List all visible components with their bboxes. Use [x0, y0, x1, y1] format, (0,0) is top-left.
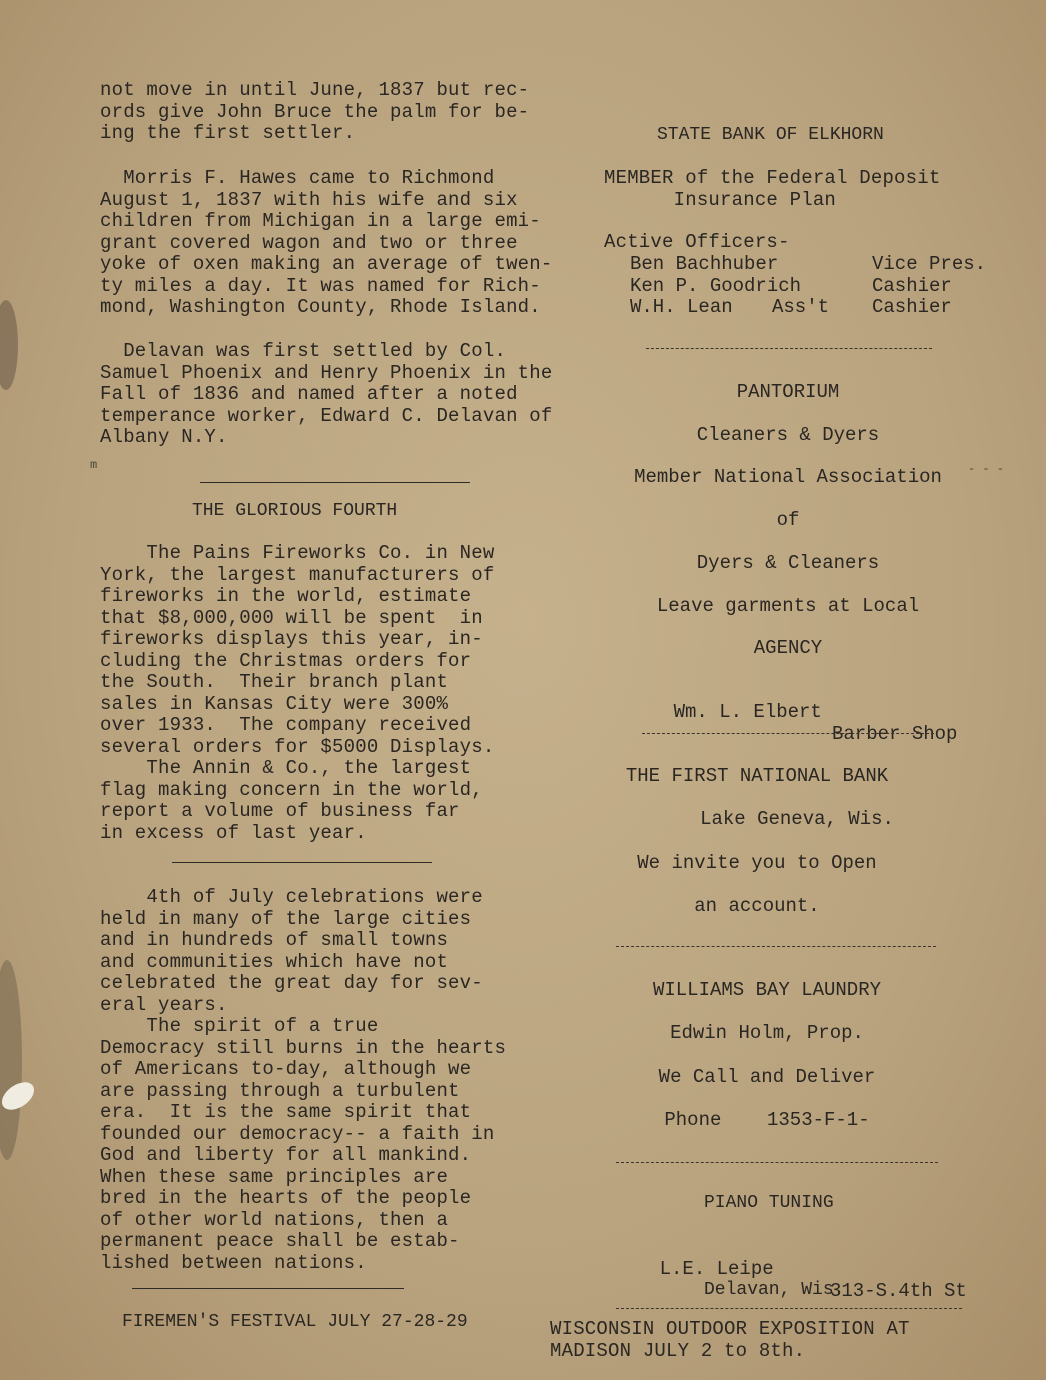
- text-line: of Americans to-day, although we: [100, 1058, 472, 1080]
- officer-title: Vice Pres.: [872, 253, 987, 275]
- text-line: yoke of oxen making an average of twen-: [100, 253, 553, 275]
- text-line: era. It is the same spirit that: [100, 1101, 472, 1123]
- officer-title: Cashier: [872, 274, 952, 297]
- officer-name: W.H. Lean: [630, 296, 733, 318]
- text-line: cluding the Christmas orders for: [100, 649, 472, 672]
- divider-dashed: [616, 1162, 938, 1163]
- text-line: eral years.: [100, 993, 228, 1016]
- divider-dashed: [642, 733, 934, 734]
- piano-tuning-city: Delavan, Wis.: [704, 1280, 845, 1300]
- text-line: temperance worker, Edward C. Delavan of: [100, 404, 553, 427]
- divider-dashed: [616, 946, 936, 947]
- margin-mark: m: [90, 458, 98, 472]
- officer-row: [630, 254, 1010, 276]
- paragraph-delavan: [100, 341, 552, 449]
- text-line: Morris F. Hawes came to Richmond: [100, 167, 495, 189]
- officer-name: Ken P. Goodrich: [630, 274, 802, 297]
- text-line: and communities which have not: [100, 950, 449, 973]
- text-line: the South. Their branch plant: [100, 671, 449, 693]
- ad-line: Dyers & Cleaners: [696, 551, 880, 574]
- text-line: Delavan was first settled by Col.: [100, 340, 507, 362]
- text-line: founded our democracy-- a faith in: [100, 1122, 495, 1145]
- text-line: The Pains Fireworks Co. in New: [100, 542, 495, 564]
- left-edge-stain: [0, 300, 18, 390]
- ad-line: an account.: [694, 894, 820, 917]
- text-line: MADISON JULY 2 to 8th.: [550, 1339, 806, 1362]
- text-line: in excess of last year.: [100, 821, 367, 844]
- text-line: grant covered wagon and two or three: [100, 231, 518, 254]
- officer-row: [630, 276, 1010, 298]
- text-line: that $8,000,000 will be spent in: [100, 606, 483, 629]
- piano-tuner-address: 313-S.4th St: [830, 1280, 967, 1302]
- divider-rule: [200, 482, 470, 483]
- piano-tuning-heading: PIANO TUNING: [704, 1193, 834, 1213]
- text-line: fireworks in the world, estimate: [100, 585, 472, 607]
- paragraph-fireworks: [100, 543, 494, 844]
- text-line: are passing through a turbulent: [100, 1079, 460, 1102]
- officer-name: Ben Bachhuber: [630, 253, 779, 275]
- text-line: permanent peace shall be estab-: [100, 1230, 460, 1252]
- bank-member-text: [604, 168, 940, 211]
- text-line: of other world nations, then a: [100, 1208, 449, 1231]
- text-line: 4th of July celebrations were: [100, 886, 483, 908]
- ad-line: We Call and Deliver: [658, 1065, 876, 1088]
- text-line: several orders for $5000 Displays.: [100, 735, 495, 758]
- agency-line: [628, 679, 988, 767]
- ad-line: Member National Association: [634, 466, 942, 489]
- ad-line: WILLIAMS BAY LAUNDRY: [652, 979, 882, 1001]
- left-edge-stain-2: [0, 960, 22, 1160]
- divider-rule: [132, 1288, 404, 1289]
- text-line: sales in Kansas City were 300%: [100, 692, 449, 715]
- text-line: Samuel Phoenix and Henry Phoenix in the: [100, 361, 553, 384]
- text-line: WISCONSIN OUTDOOR EXPOSITION AT: [550, 1318, 910, 1340]
- text-line: flag making concern in the world,: [100, 778, 483, 801]
- agency-shop: Barber Shop: [832, 723, 958, 745]
- text-line: The Annin & Co., the largest: [100, 757, 472, 779]
- text-line: and in hundreds of small towns: [100, 929, 449, 951]
- text-line: Albany N.Y.: [100, 426, 228, 448]
- paragraph-july-celebrations: [100, 887, 506, 1274]
- text-line: lished between nations.: [100, 1251, 367, 1274]
- ad-line: THE FIRST NATIONAL BANK: [625, 765, 889, 787]
- ad-line: PANTORIUM: [736, 381, 840, 403]
- text-line: August 1, 1837 with his wife and six: [100, 188, 518, 211]
- ad-line: of: [776, 509, 800, 532]
- officers-label: Active Officers-: [604, 231, 790, 253]
- officers-list: [630, 254, 1010, 319]
- divider-rule: [172, 862, 432, 863]
- divider-dashed: [646, 348, 932, 349]
- firemens-festival-notice: FIREMEN'S FESTIVAL JULY 27-28-29: [122, 1312, 468, 1332]
- text-line: mond, Washington County, Rhode Island.: [100, 296, 541, 318]
- text-line: not move in until June, 1837 but rec-: [100, 79, 530, 101]
- text-line: celebrated the great day for sev-: [100, 972, 483, 994]
- text-line: MEMBER of the Federal Deposit: [604, 167, 941, 189]
- glorious-fourth-heading: THE GLORIOUS FOURTH: [192, 501, 398, 521]
- piano-tuner-name: L.E. Leipe: [659, 1258, 774, 1280]
- text-line: children from Michigan in a large emi-: [100, 210, 541, 232]
- text-line: fireworks displays this year, in-: [100, 628, 483, 650]
- text-line: held in many of the large cities: [100, 907, 472, 930]
- officer-title: Cashier: [872, 296, 952, 318]
- text-line: ords give John Bruce the palm for be-: [100, 100, 530, 123]
- text-line: ty miles a day. It was named for Rich-: [100, 274, 541, 297]
- text-line: report a volume of business far: [100, 800, 460, 822]
- margin-mark-right: - - -: [968, 462, 1005, 476]
- text-line: York, the largest manufacturers of: [100, 563, 495, 586]
- officer-title: Ass't: [772, 296, 830, 318]
- ad-line: Lake Geneva, Wis.: [700, 808, 894, 831]
- ad-line: Leave garments at Local: [656, 594, 920, 617]
- text-line: over 1933. The company received: [100, 714, 472, 736]
- ad-line: We invite you to Open: [637, 851, 877, 874]
- text-line: Democracy still burns in the hearts: [100, 1036, 507, 1059]
- text-line: ing the first settler.: [100, 122, 356, 144]
- exposition-notice: [550, 1319, 910, 1362]
- divider-dashed: [616, 1308, 962, 1309]
- paragraph-first-settler: [100, 80, 529, 145]
- ad-line: Cleaners & Dyers: [696, 423, 880, 446]
- state-bank-heading: STATE BANK OF ELKHORN: [657, 125, 884, 145]
- paragraph-morris-hawes: [100, 168, 552, 319]
- text-line: bred in the hearts of the people: [100, 1187, 472, 1209]
- ad-line: Phone 1353-F-1-: [664, 1108, 870, 1131]
- ad-line: AGENCY: [753, 637, 823, 660]
- agency-name: Wm. L. Elbert: [673, 701, 822, 723]
- ad-line: Edwin Holm, Prop.: [670, 1022, 864, 1045]
- text-line: Insurance Plan: [604, 188, 837, 211]
- text-line: God and liberty for all mankind.: [100, 1144, 472, 1166]
- text-line: Fall of 1836 and named after a noted: [100, 383, 518, 405]
- text-line: The spirit of a true: [100, 1015, 379, 1037]
- officer-row: [630, 297, 1010, 319]
- text-line: When these same principles are: [100, 1165, 449, 1188]
